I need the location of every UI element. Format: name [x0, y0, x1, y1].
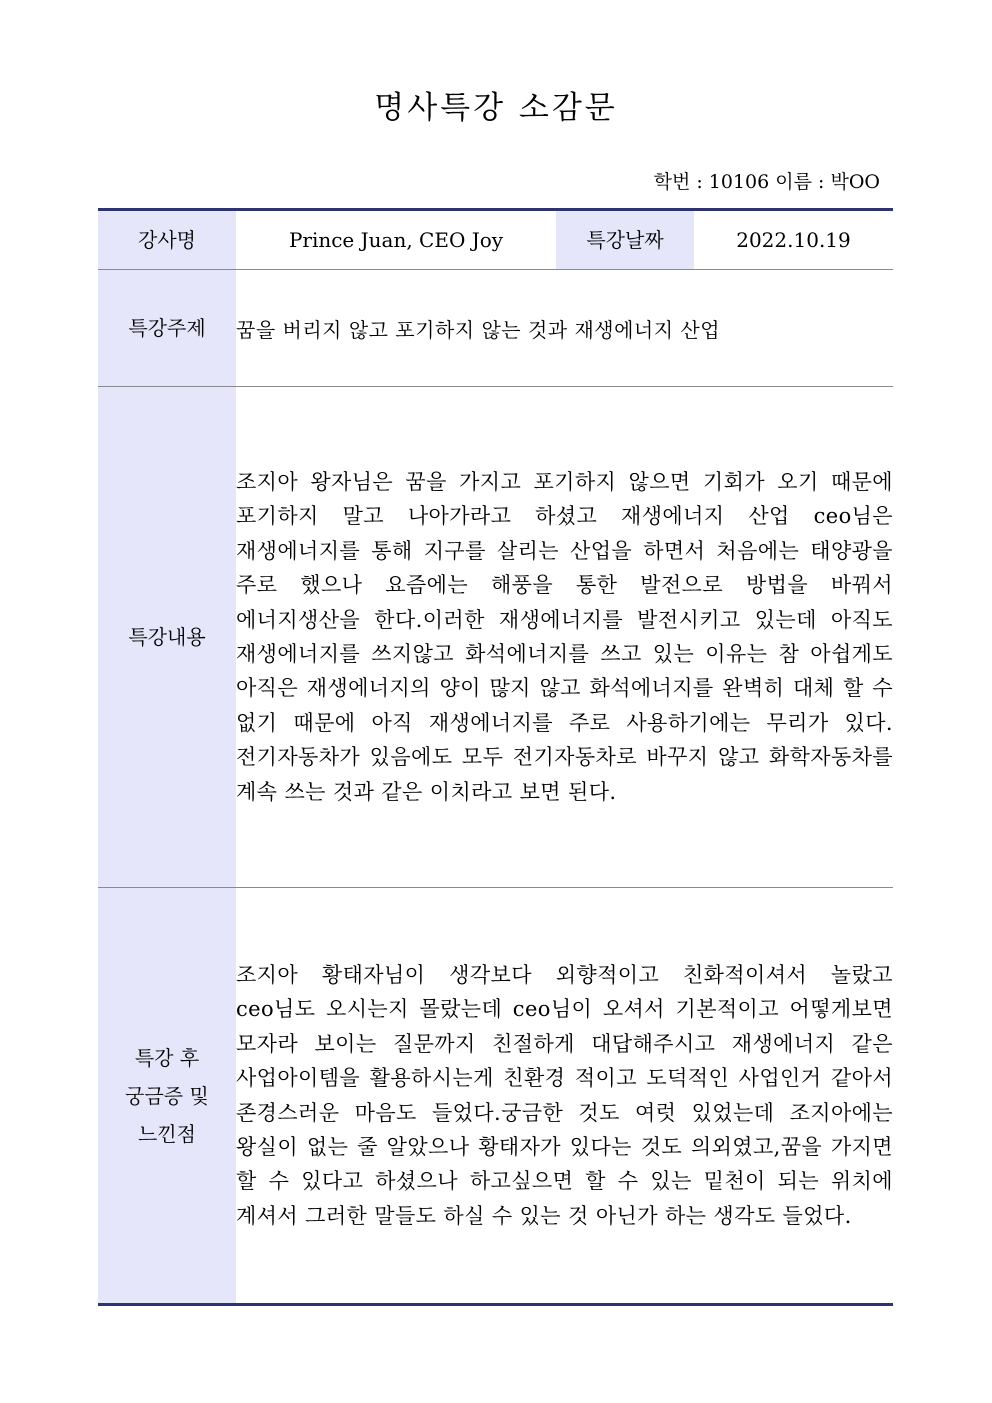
impression-label-line-1: 특강 후: [134, 1045, 200, 1070]
impression-text: 조지아 황태자님이 생각보다 외향적이고 친화적이셔서 놀랐고 ceo님도 오시는지 몰랐는데 ceo님이 오셔서 기본적이고 어떻게보면 모자라 보이는 질문까지 친절하게 대답해주시고 재생에너지 같은 사업아이템을 활용하시는게 친환경 적이고 도덕적인 사업인거 같아서 존경스러운 마음도 들었다.궁금한 것도 여럿 있었는데 조지아에는 왕실이 없는 줄 알았으나 황태자가 있다는 것도 의외였고,꿈을 가지면 할 수 있다고 하셨으나 하고싶으면 할 수 있는 밑천이 되는 위치에 계셔서 그러한 말들도 하실 수 있는 것 아닌가 하는 생각도 들었다.: [236, 962, 893, 1228]
lecturer-value: Prince Juan, CEO Joy: [236, 210, 556, 270]
content-cell: [236, 387, 893, 888]
content-text: 조지아 왕자님은 꿈을 가지고 포기하지 않으면 기회가 오기 때문에 포기하지 말고 나아가라고 하셨고 재생에너지 산업 ceo님은 재생에너지를 통해 지구를 살리는 산업을 하면서 처음에는 태양광을 주로 했으나 요즘에는 해풍을 통한 발전으로 방법을 바꿔서 에너지생산을 한다.이러한 재생에너지를 발전시키고 있는데 아직도 재생에너지를 쓰지않고 화석에너지를 쓰고 있는 이유는 참 아쉽게도 아직은 재생에너지의 양이 많지 않고 화석에너지를 완벽히 대체 할 수 없기 때문에 아직 재생에너지를 주로 사용하기에는 무리가 있다.전기자동차가 있음에도 모두 전기자동차로 바꾸지 않고 화학자동차를 계속 쓰는 것과 같은 이치라고 보면 된다.: [236, 469, 893, 804]
topic-label: 특강주제: [98, 270, 236, 387]
student-name-label: 이름 :: [769, 171, 831, 193]
student-id-label: 학번 :: [653, 171, 709, 193]
impression-label-line-2: 궁금증 및: [125, 1083, 209, 1108]
impression-row: [98, 888, 893, 1305]
impression-label-line-3: 느낀점: [138, 1121, 196, 1146]
impression-cell: [236, 888, 893, 1305]
page-title: 명사특강 소감문: [374, 90, 618, 126]
student-info: [654, 168, 880, 196]
date-value: 2022.10.19: [694, 210, 893, 270]
lecturer-row: [98, 210, 893, 270]
lecture-form-table: [98, 208, 893, 1306]
content-row: [98, 387, 893, 888]
date-label: 특강날짜: [556, 210, 694, 270]
content-label: 특강내용: [98, 387, 236, 888]
topic-row: [98, 270, 893, 387]
topic-value: 꿈을 버리지 않고 포기하지 않는 것과 재생에너지 산업: [236, 270, 893, 387]
impression-label: [98, 888, 236, 1305]
lecturer-label: 강사명: [98, 210, 236, 270]
student-name-value: 박OO: [830, 171, 880, 193]
student-id-value: 10106: [708, 171, 770, 193]
